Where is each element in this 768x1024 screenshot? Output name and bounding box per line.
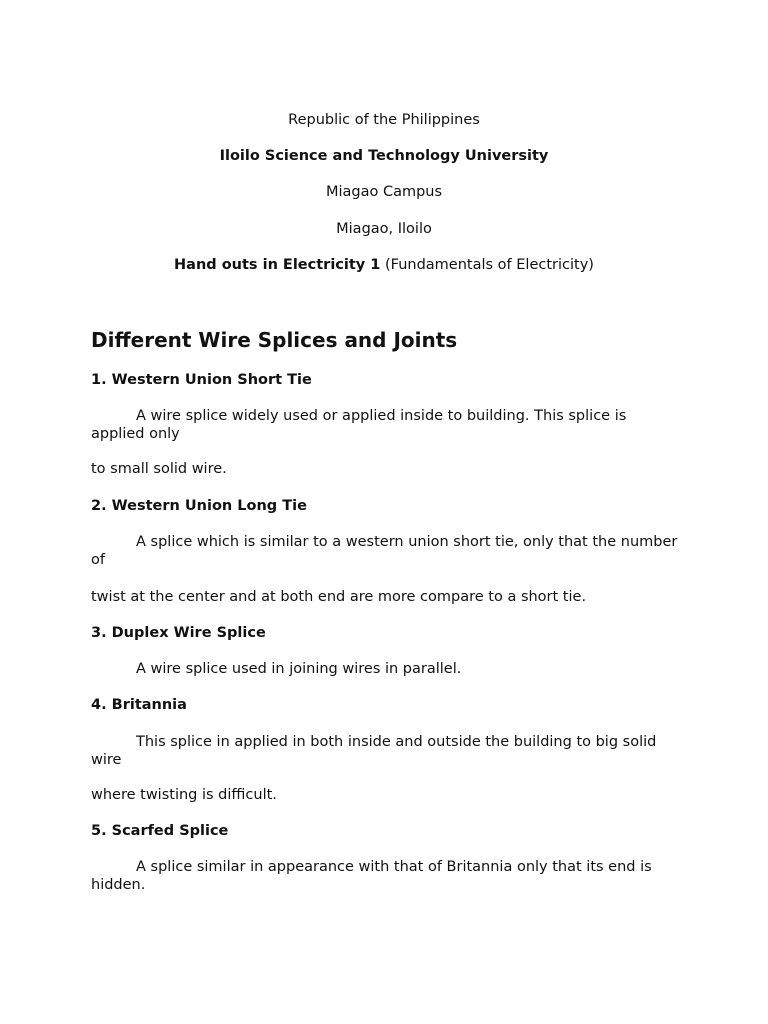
header-location: Miagao, Iloilo — [336, 221, 432, 237]
section-paragraph-1: A wire splice widely used or applied inside to building. This splice is applied only — [91, 408, 627, 442]
handout-subtitle: (Fundamentals of Electricity) — [385, 257, 594, 273]
section-continuation-1: to small solid wire. — [91, 461, 227, 477]
section-heading-4: 4. Britannia — [91, 697, 187, 713]
handout-title: Hand outs in Electricity 1 — [174, 257, 381, 273]
document-title: Different Wire Splices and Joints — [91, 328, 458, 352]
section-heading-5: 5. Scarfed Splice — [91, 823, 229, 839]
section-paragraph-4: This splice in applied in both inside and outside the building to big solid wire — [91, 734, 657, 768]
header-campus: Miagao Campus — [325, 184, 443, 200]
section-paragraph-5: A splice similar in appearance with that of Britannia only that its end is hidden. — [91, 859, 652, 893]
section-continuation-2: twist at the center and at both end are more compare to a short tie. — [91, 589, 587, 605]
header-handout-line — [0, 256, 768, 274]
section-heading-3: 3. Duplex Wire Splice — [91, 625, 266, 641]
section-heading-1: 1. Western Union Short Tie — [91, 372, 312, 388]
section-paragraph-3: A wire splice used in joining wires in parallel. — [136, 661, 462, 677]
section-heading-2: 2. Western Union Long Tie — [91, 498, 307, 514]
header-country: Republic of the Philippines — [288, 112, 480, 128]
header-university: Iloilo Science and Technology University — [219, 148, 549, 164]
section-paragraph-2: A splice which is similar to a western union short tie, only that the number of — [91, 534, 678, 568]
section-continuation-4: where twisting is difficult. — [91, 787, 277, 803]
